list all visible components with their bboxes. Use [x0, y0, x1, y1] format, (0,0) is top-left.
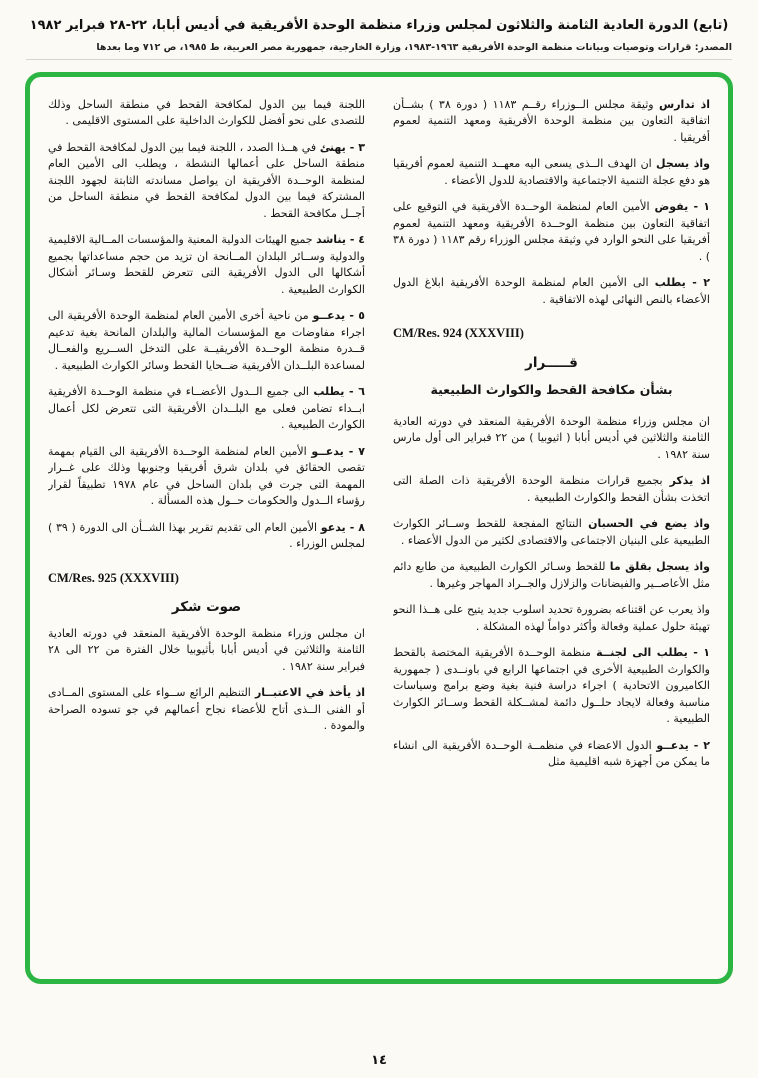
paragraph-text: في هــذا الصدد ، اللجنة فيما بين الدول لمكافحة القحط في منطقة الساحل على أعمالها النشطة ، ويطلب الى الأمين العام لمنظمة الوحــدة الأفريقية ان يواصل مساندته الثابتة لجهود اللجنة المشتركة فيما بين الدول لمكافحة القحط في منطقة الساحل من أجــل مكافحة القحط .	[48, 140, 365, 220]
paragraph-lead: ٥ - يدعــو	[312, 309, 365, 322]
paragraph-lead: ١ - يفوض	[654, 200, 710, 213]
paragraph	[48, 444, 365, 510]
page-number: ١٤	[371, 1053, 387, 1068]
resolution-heading: قـــــرار	[525, 354, 578, 371]
paragraph-text: الأمين العام الى تقديم تقرير بهذا الشــأن الى الدورة ( ٣٩ ) لمجلس الوزراء .	[48, 520, 365, 550]
column-left	[48, 97, 365, 971]
paragraph	[48, 384, 365, 434]
paragraph	[393, 602, 710, 635]
paragraph-text: ان الهدف الــذى يسعى اليه معهــد التنمية لعموم أفريقيا هو دفع عجلة التنمية الاجتماعية والاقتصادية للدول الأعضاء .	[393, 157, 710, 187]
paragraph-text: من ناحية أخرى الأمين العام لمنظمة الوحدة الأفريقية الى اجراء مفاوضات مع المؤسسات المالية والبلدان المانحة بغية تدعيم قــدرة منظمة الوحــدة الأفريقيــة على التدخل الســريع والفعــال لمساعدة البلــدان الأفريقية ضــحايا القحط وسائر الكوارث الطبيعية .	[48, 309, 365, 372]
thanks-heading: صوت شكر	[171, 599, 242, 616]
page-header	[0, 0, 758, 60]
resolution-number-925: CM/Res. 925 (XXXVIII)	[48, 570, 179, 585]
paragraph-lead: اذ يأخذ في الاعتبــار	[254, 686, 365, 699]
paragraph-lead: اذ يذكر	[669, 474, 710, 488]
paragraph	[48, 626, 365, 676]
paragraph	[393, 156, 710, 189]
paragraph-lead: ٤ - يناشد	[316, 233, 365, 246]
paragraph-text: الى جميع الــدول الأعضــاء في منظمة الوحــدة الأفريقية ابــداء تضامن فعلى مع البلــدان الأفريقية التى تتعرض لكل أعمال الكوارث الطبيعية .	[48, 385, 365, 431]
paragraph-text: جميع الهيئات الدولية المعنية والمؤسسات المــالية الاقليمية والدولية وســائر البلدان المــانحة ان تزيد من حجم مساعداتها بجميع أشكالها الى الدول الأفريقية التى تتعرض للقحط وسـائر أشكال الكوارث الطبيعية .	[48, 233, 365, 296]
paragraph-text: النتائج المفجعة للقحط وســائر الكوارث الطبيعية على البنيان الاجتماعى والاقتصادى لكثير من الدول الأعضاء .	[393, 517, 710, 547]
resolution-subject: بشأن مكافحة القحط والكوارث الطبيعية	[430, 382, 673, 397]
source-line: المصدر: قرارات وتوصيات وبيانات منظمة الوحدة الأفريقية ١٩٦٣-١٩٨٣، وزارة الخارجية، جمهورية مصر العربية، ط ١٩٨٥، ص ٧١٢ وما بعدها	[26, 42, 732, 60]
content-border-box	[25, 72, 733, 984]
paragraph-lead: واذ يسجل بقلق ما	[609, 560, 710, 574]
paragraph-text: الى الأمين العام لمنظمة الوحدة الأفريقية ابلاغ الدول الأعضاء بالنص النهائى لهذه الاتفاقية .	[393, 276, 710, 306]
paragraph	[393, 473, 710, 506]
column-right	[393, 97, 710, 971]
resolution-number-924: CM/Res. 924 (XXXVIII)	[393, 326, 524, 340]
document-title: (تابع) الدورة العادية الثامنة والثلاثون لمجلس وزراء منظمة الوحدة الأفريقية في أديس أبابا، ٢٢-٢٨ فبراير ١٩٨٢	[29, 18, 729, 33]
paragraph-lead: ٦ - يطلب	[313, 385, 365, 398]
paragraph-text: الأمين العام لمنظمة الوحــدة الأفريقية في التوقيع على اتفاقية التعاون بين منظمة الوحــدة الأفريقية ومعهد التنمية لعموم أفريقيا على النحو الوارد في وثيقة مجلس الوزراء رقم ١١٨٣ ( دورة ٣٨ ) .	[393, 200, 710, 263]
paragraph-lead: ٢ - يدعــو	[656, 738, 710, 752]
paragraph-lead: ١ - يطلب الى لجنــة	[596, 646, 710, 660]
paragraph	[48, 140, 365, 223]
paragraph-text: الأمين العام لمنظمة الوحــدة الأفريقية الى القيام بمهمة تقصى الحقائق في بلدان شرق أفريقيا وجنوبها وذلك على غــرار المهمة التى جرت في بلدان الساحل في عام ١٩٧٨ تطبيقاً لقرار رؤساء الــدول والحكومات حــول هذه المسألة .	[48, 444, 365, 507]
paragraph-lead: ٧ - يدعــو	[311, 444, 365, 458]
paragraph	[393, 97, 710, 147]
paragraph	[48, 232, 365, 298]
paragraph-text: ان مجلس وزراء منظمة الوحدة الأفريقية المنعقد في دورته العادية الثامنة والثلاثين في أديس أبابا ( اثيوبيا ) من ٢٢ فبراير الى أول مارس سنة ١٩٨٢ .	[393, 414, 710, 461]
paragraph-text: وثيقة مجلس الــوزراء رقــم ١١٨٣ ( دورة ٣٨ ) بشــأن اتفاقية التعاون بين منظمة الوحدة الأفريقية ومعهد التنمية لعموم أفريقيا .	[393, 97, 710, 144]
paragraph-lead: واذ يسجل	[656, 157, 710, 170]
paragraph-text: اللجنة فيما بين الدول لمكافحة القحط في منطقة الساحل وذلك للتصدى على نحو أفضل للكوارث الداخلية على المستوى الاقليمى .	[48, 97, 365, 127]
paragraph-text: ان مجلس وزراء منظمة الوحدة الأفريقية المنعقد في دورته العادية الثامنة والثلاثين في أديس أبابا بأثيوبيا خلال الفترة من ٢٢ الى ٢٨ فبراير سنة ١٩٨٢ .	[48, 626, 365, 673]
paragraph	[393, 414, 710, 464]
paragraph	[393, 275, 710, 308]
paragraph-text: للقحط وسـائر الكوارث الطبيعية من طابع دائم مثل الأعاصــير والفيضانات والزلازل والجــراد المهاجر وغيرها .	[393, 560, 710, 590]
paragraph	[393, 516, 710, 549]
paragraph-lead: ٨ - يدعو	[320, 520, 365, 534]
paragraph	[48, 97, 365, 130]
paragraph-lead: اذ تدارس	[659, 97, 710, 111]
paragraph-lead: ٣ - يهنئ	[319, 140, 365, 154]
columns	[48, 97, 710, 971]
paragraph-lead: ٢ - يطلب	[654, 276, 710, 289]
paragraph-text: منظمة الوحــدة الأفريقية المختصة بالقحط والكوارث الطبيعية الأخرى في اجتماعها الرابع في باونــدى ( جمهورية الكاميرون الاتحادية ) اجراء دراسة فنية بغية وضع برامج وسياسات مناسبة وفعالة لايجاد حلــول دائمة لمشــكلة القحط وســائر الكوارث الطبيعية .	[393, 646, 710, 726]
paragraph	[48, 685, 365, 735]
paragraph	[48, 520, 365, 553]
paragraph-text: التنظيم الرائع ســواء على المستوى المــادى أو الفنى الــذى أتاح للأعضاء نجاح أعمالهم في جو تسوده الصراحة والمودة .	[48, 686, 365, 732]
paragraph-text: واذ يعرب عن اقتناعه بضرورة تحديد اسلوب جديد يتيح على هــذا النحو تهيئة حلول عملية وفعالة وأكثر دواماً لهذه المشكلة .	[393, 603, 710, 633]
paragraph	[393, 738, 710, 771]
paragraph-text: بجميع قرارات منظمة الوحدة الأفريقية ذات الصلة التى اتخذت بشأن القحط والكوارث الطبيعية .	[393, 474, 710, 504]
paragraph-lead: واذ يضع في الحسبان	[588, 517, 710, 531]
paragraph	[393, 645, 710, 728]
paragraph	[393, 559, 710, 592]
paragraph	[48, 308, 365, 374]
paragraph	[393, 199, 710, 265]
paragraph-text: الدول الاعضاء في منظمــة الوحــدة الأفريقية الى انشاء ما يمكن من أجهزة شبه اقليمية مثل	[393, 738, 710, 769]
